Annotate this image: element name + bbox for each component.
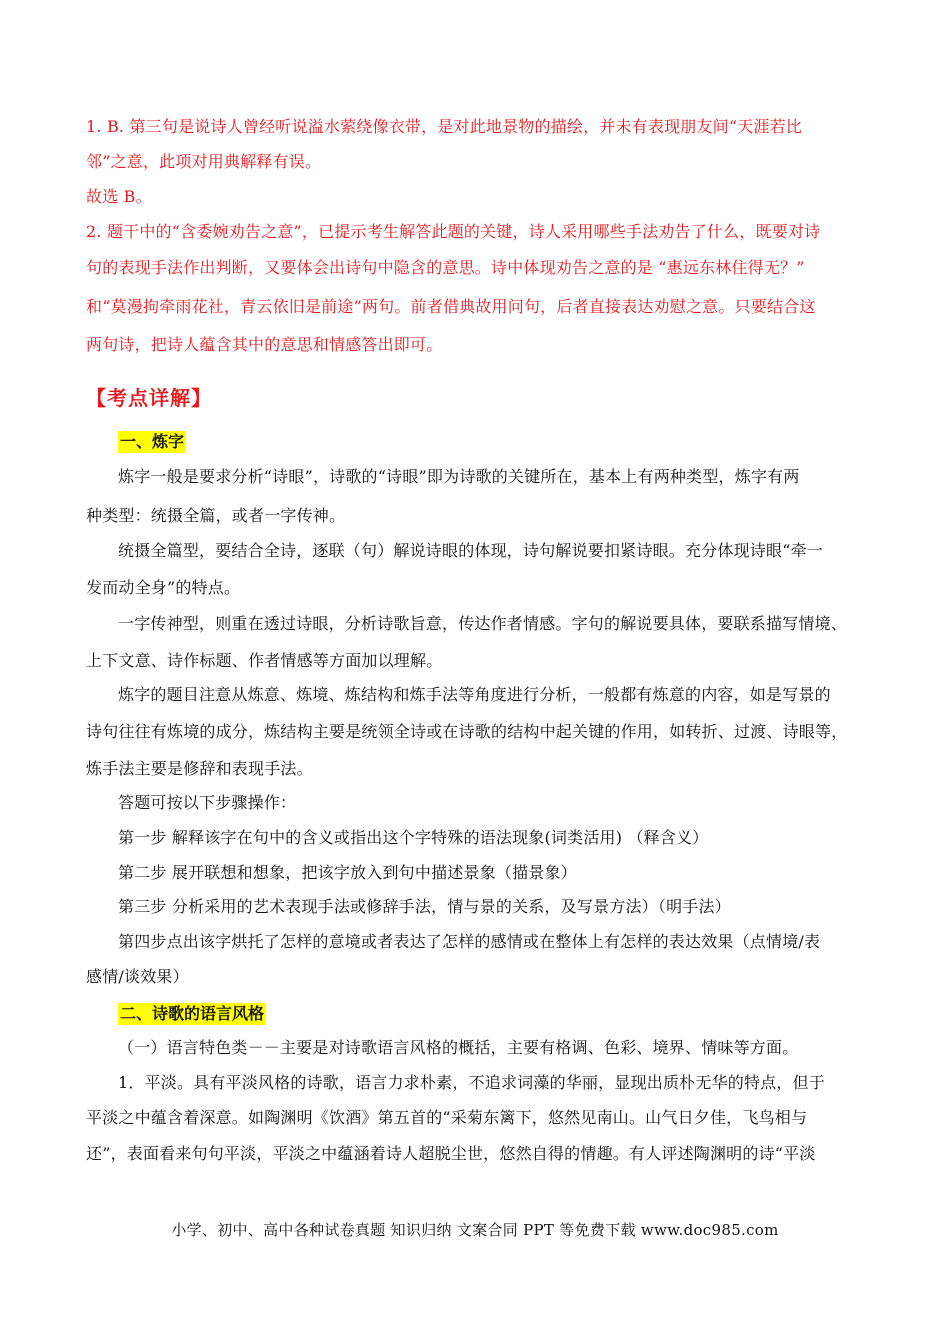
answer-2-line-4: 两句诗，把诗人蕴含其中的意思和情感答出即可。 (86, 335, 443, 354)
paragraph-line: 一字传神型，则重在透过诗眼，分析诗歌旨意，传达作者情感。字句的解说要具体，要联系描写情境、 (118, 614, 848, 633)
answer-1-line-1: 1. B. 第三句是说诗人曾经听说溢水萦绕像衣带，是对此地景物的描绘，并未有表现朋友间“天涯若比 (86, 117, 803, 136)
step-4-line-1: 第四步点出该字烘托了怎样的意境或者表达了怎样的感情或在整体上有怎样的表达效果（点情境/表 (118, 932, 821, 951)
paragraph-line: 上下文意、诗作标题、作者情感等方面加以理解。 (86, 651, 443, 670)
paragraph-line: 种类型：统摄全篇，或者一字传神。 (86, 506, 346, 525)
answer-1-line-3: 故选 B。 (86, 187, 152, 206)
subheading-language-features: （一）语言特色类－－主要是对诗歌语言风格的概括，主要有格调、色彩、境界、情味等方面。 (118, 1038, 799, 1057)
step-1: 第一步 解释该字在句中的含义或指出这个字特殊的语法现象(词类活用) （释含义） (118, 828, 709, 847)
heading-lianzi: 一、炼字 (120, 432, 185, 451)
heading-language-style: 二、诗歌的语言风格 (120, 1004, 265, 1023)
answer-2-line-2: 句的表现手法作出判断，又要体会出诗句中隐含的意思。诗中体现劝告之意的是 “惠远东林住得无？” (86, 258, 805, 277)
paragraph-line: 炼手法主要是修辞和表现手法。 (86, 759, 313, 778)
answer-1-line-2: 邻”之意，此项对用典解释有误。 (86, 152, 322, 171)
paragraph-line: 统摄全篇型，要结合全诗，逐联（句）解说诗眼的体现，诗句解说要扣紧诗眼。充分体现诗眼“牵一 (118, 541, 823, 560)
paragraph-line: 诗句往往有炼境的成分，炼结构主要是统领全诗或在诗歌的结构中起关键的作用，如转折、过渡、诗眼等， (86, 722, 848, 741)
page-footer: 小学、初中、高中各种试卷真题 知识归纳 文案合同 PPT 等免费下载 www.doc985.com (171, 1221, 779, 1239)
paragraph-line: 炼字一般是要求分析“诗眼”，诗歌的“诗眼”即为诗歌的关键所在，基本上有两种类型，炼字有两 (118, 467, 800, 486)
paragraph-line: 答题可按以下步骤操作： (118, 793, 297, 812)
step-4-line-2: 感情/谈效果） (86, 967, 189, 986)
step-2: 第二步 展开联想和想象，把该字放入到句中描述景象（描景象） (118, 863, 577, 882)
paragraph-line: 平淡之中蕴含着深意。如陶渊明《饮酒》第五首的“采菊东篱下，悠然见南山。山气日夕佳，飞鸟相与 (86, 1108, 808, 1127)
answer-2-line-1: 2. 题干中的“含委婉劝告之意”，已提示考生解答此题的关键，诗人采用哪些手法劝告了什么，既要对诗 (86, 222, 821, 241)
section-title: 【考点详解】 (86, 386, 212, 410)
paragraph-line: 炼字的题目注意从炼意、炼境、炼结构和炼手法等角度进行分析，一般都有炼意的内容，如是写景的 (118, 685, 831, 704)
paragraph-line: 发而动全身”的特点。 (86, 578, 241, 597)
answer-2-line-3: 和“莫漫拘牵雨花社，青云依旧是前途”两句。前者借典故用问句，后者直接表达劝慰之意。只要结合这 (86, 297, 816, 316)
step-3: 第三步 分析采用的艺术表现手法或修辞手法，情与景的关系，及写景方法）（明手法） (118, 897, 731, 916)
paragraph-line: 1．平淡。具有平淡风格的诗歌，语言力求朴素，不追求词藻的华丽，显现出质朴无华的特点，但于 (118, 1073, 825, 1092)
paragraph-line: 还”，表面看来句句平淡，平淡之中蕴涵着诗人超脱尘世，悠然自得的情趣。有人评述陶渊明的诗“平淡 (86, 1144, 816, 1163)
